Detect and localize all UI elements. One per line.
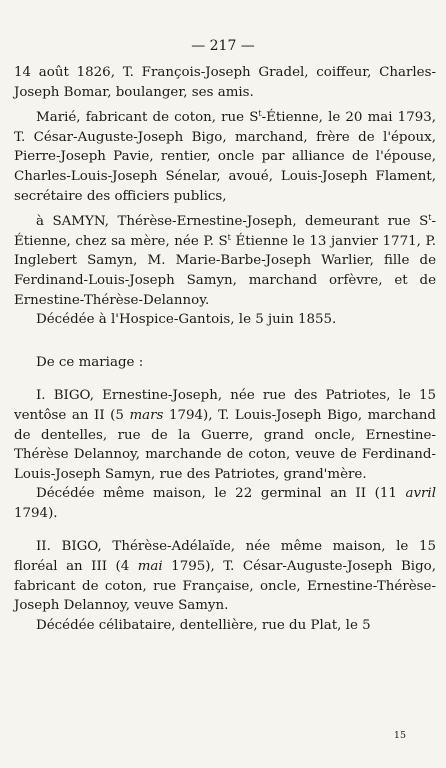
page-number: — 217 — (191, 38, 255, 54)
paragraph-spouse: à SAMYN, Thérèse-Ernestine-Joseph, demeurant rue $S^t$-Étienne, chez sa mère, née P. $S^t$ Étienne le 13 janvier 1771, P. Inglebert Samyn, M. Marie-Barbe-Joseph Warlier, fille de Ferdinand-Louis-Joseph Samyn, marchand orfèvre, et de Ernestine-Thérèse-Delannoy. (14, 213, 436, 308)
paragraph-heading: De ce mariage : (36, 354, 144, 370)
paragraph-marriage: Marié, fabricant de coton, rue $S^t$-Étienne, le 20 mai 1793, T. César-Auguste-Joseph Bigo, marchand, frère de l'époux, Pierre-Joseph Pavie, rentier, oncle par alliance de l'épouse, Charles-Louis-Joseph Sénelar, avoué, Louis-Joseph Flament, secrétaire des officiers publics, (14, 109, 437, 204)
signature-mark: 15 (393, 730, 406, 741)
paragraph-death: Décédée à l'Hospice-Gantois, le 5 juin 1855. (36, 312, 337, 328)
paragraph-child-1-death: Décédée même maison, le 22 germinal an II (11 avril 1794). (14, 486, 436, 521)
paragraph-child-2: II. BIGO, Thérèse-Adélaïde, née même maison, le 15 floréal an III (4 mai 1795), T. César-Auguste-Joseph Bigo, fabricant de coton, rue Française, oncle, Ernestine-Thérèse-Joseph Delannoy, veuve Samyn. (14, 539, 436, 614)
page-body (14, 63, 436, 635)
paragraph-child-2-death: Décédée célibataire, dentellière, rue du Plat, le 5 (36, 617, 371, 633)
paragraph-child-1: I. BIGO, Ernestine-Joseph, née rue des Patriotes, le 15 ventôse an II (5 mars 1794), T. Louis-Joseph Bigo, marchand de dentelles, rue de la Guerre, grand oncle, Ernestine-Thérèse Delannoy, marchande de coton, veuve de Ferdinand-Louis-Joseph Samyn, rue des Patriotes, grand'mère. (14, 388, 437, 482)
paragraph-continuation: 14 août 1826, T. François-Joseph Gradel, coiffeur, Charles-Joseph Bomar, boulanger, ses amis. (14, 65, 436, 100)
